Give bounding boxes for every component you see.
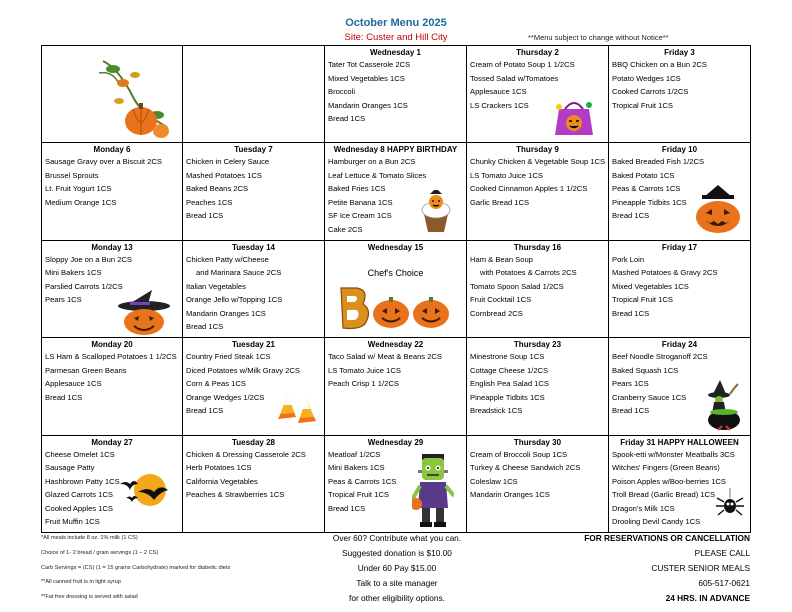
menu-item: Mandarin Oranges 1CS xyxy=(328,100,408,110)
menu-item: Mashed Potatoes 1CS xyxy=(186,170,262,180)
bats-moon-icon xyxy=(118,470,174,508)
day-header: Friday 10 xyxy=(661,145,698,154)
menu-item: Orange Jello w/Topping 1CS xyxy=(186,295,283,305)
menu-item: Chunky Chicken & Vegetable Soup 1CS xyxy=(470,157,606,166)
menu-item: Mandarin Oranges 1CS xyxy=(470,490,550,500)
menu-item: Meatloaf 1/2CS xyxy=(328,449,381,459)
menu-item: Tomato Spoon Salad 1/2CS xyxy=(470,281,564,291)
menu-item: SF Ice Cream 1CS xyxy=(328,211,392,221)
menu-item: Bread 1CS xyxy=(612,308,650,318)
menu-item: Broccoli xyxy=(328,87,356,97)
menu-item: Baked Fries 1CS xyxy=(328,184,386,194)
day-cell xyxy=(467,240,609,338)
menu-item: Mandarin Oranges 1CS xyxy=(186,308,266,318)
day-cell xyxy=(42,143,183,241)
menu-item: Bread 1CS xyxy=(45,392,83,402)
menu-item: Peach Crisp 1 1/2CS xyxy=(328,379,399,389)
menu-item: Taco Salad w/ Meat & Beans 2CS xyxy=(328,352,442,361)
menu-item: Peas & Carrots 1CS xyxy=(612,184,681,194)
day-header: Wednesday 29 xyxy=(367,437,424,447)
menu-item: BBQ Chicken on a Bun 2CS xyxy=(612,60,707,69)
menu-item: Turkey & Cheese Sandwich 2CS xyxy=(470,463,581,473)
menu-notice: **Menu subject to change without Notice** xyxy=(528,33,669,42)
menu-item: Corn & Peas 1CS xyxy=(186,379,246,389)
menu-item: Baked Beans 2CS xyxy=(186,184,249,194)
menu-item: LS Crackers 1CS xyxy=(470,100,529,110)
witch-cauldron-icon xyxy=(700,380,744,432)
boo-pumpkins-icon xyxy=(335,284,453,330)
menu-item: Pineapple Tidbits 1CS xyxy=(612,197,687,207)
menu-item: Bread 1CS xyxy=(186,211,224,221)
menu-item: Pears 1CS xyxy=(612,379,649,389)
contribution-line: Under 60 Pay $15.00 xyxy=(357,563,437,573)
menu-item: Ham & Bean Soup xyxy=(470,254,533,264)
day-header: Monday 20 xyxy=(91,340,133,349)
menu-item: Drooling Devil Candy 1CS xyxy=(612,517,701,527)
menu-item: Bread 1CS xyxy=(612,406,650,416)
menu-item: Tater Tot Casserole 2CS xyxy=(328,60,411,69)
menu-item: English Pea Salad 1CS xyxy=(470,379,549,389)
menu-item: Chicken & Dressing Casserole 2CS xyxy=(186,449,306,459)
menu-item: Orange Wedges 1/2CS xyxy=(186,392,265,402)
menu-item: Mini Bakers 1CS xyxy=(328,463,385,473)
menu-item: Poison Apples w/Boo-berries 1CS xyxy=(612,476,726,486)
menu-item: Peas & Carrots 1CS xyxy=(328,476,397,486)
menu-item: Hamburger on a Bun 2CS xyxy=(328,157,416,166)
menu-item: Cream of Broccoli Soup 1CS xyxy=(470,449,568,459)
week-row xyxy=(42,143,751,241)
notes-line: **All canned fruit is in light syrup xyxy=(41,579,121,585)
menu-item: Cake 2CS xyxy=(328,224,363,234)
menu-item: Italian Vegetables xyxy=(186,281,246,291)
menu-item: Chicken Patty w/Cheese xyxy=(186,254,269,264)
day-cell xyxy=(609,46,751,143)
menu-item: Lt. Fruit Yogurt 1CS xyxy=(45,184,112,194)
day-header: Thursday 9 xyxy=(516,145,559,154)
candy-corn-icon xyxy=(274,393,320,425)
jack-o-lantern-icon xyxy=(692,185,744,235)
menu-item: Spook-etti w/Monster Meatballs 3CS xyxy=(612,449,735,459)
menu-item: Fruit Cocktail 1CS xyxy=(470,295,532,305)
day-header: Monday 6 xyxy=(93,145,131,154)
menu-item: Bread 1CS xyxy=(186,406,224,416)
contact-line: 24 HRS. IN ADVANCE xyxy=(665,593,750,603)
menu-item: Leaf Lettuce & Tomato Slices xyxy=(328,170,427,180)
menu-item: with Potatoes & Carrots 2CS xyxy=(480,268,577,278)
menu-item: Bread 1CS xyxy=(328,503,366,513)
menu-item: Peaches & Strawberries 1CS xyxy=(186,490,285,500)
menu-item: Troll Bread (Garlic Bread) 1CS xyxy=(612,490,716,500)
menu-item: Cooked Cinnamon Apples 1 1/2CS xyxy=(470,184,588,194)
menu-item: Mixed Vegetables 1CS xyxy=(328,73,405,83)
menu-item: Sausage Gravy over a Biscuit 2CS xyxy=(45,157,162,166)
day-header: Monday 27 xyxy=(91,437,133,447)
witch-hat-pumpkin-icon xyxy=(116,290,172,336)
menu-item: California Vegetables xyxy=(186,476,258,486)
menu-item: Cooked Carrots 1/2CS xyxy=(612,87,689,97)
menu-item: Diced Potatoes w/Milk Gravy 2CS xyxy=(186,365,300,375)
day-cell xyxy=(42,338,183,436)
day-cell xyxy=(467,338,609,436)
contribution-line: Over 60? Contribute what you can. xyxy=(332,533,462,543)
menu-item: Mini Bakers 1CS xyxy=(45,268,102,278)
day-header: Tuesday 14 xyxy=(232,242,275,252)
cupcake-icon xyxy=(418,190,454,234)
contact-line: 605-517-0621 xyxy=(698,578,750,588)
frankenstein-icon xyxy=(412,452,454,530)
menu-item: Cornbread 2CS xyxy=(470,308,523,318)
day-cell xyxy=(467,143,609,241)
menu-item: Applesauce 1CS xyxy=(470,87,527,97)
candy-bag-icon xyxy=(549,99,599,137)
day-header: Friday 17 xyxy=(661,242,698,252)
menu-item: Bread 1CS xyxy=(186,322,224,332)
menu-item: Country Fried Steak 1CS xyxy=(186,352,271,361)
notes-line: Choice of 1- 2 bread / grain servings (1 – 2 CS) xyxy=(41,550,159,556)
contact-line: CUSTER SENIOR MEALS xyxy=(651,563,750,573)
menu-item: Peaches 1CS xyxy=(186,197,233,207)
contribution-line: Talk to a site manager xyxy=(356,578,438,588)
day-header: Wednesday 8 HAPPY BIRTHDAY xyxy=(333,145,458,154)
menu-item: Chicken in Celery Sauce xyxy=(186,157,270,166)
menu-item: Tropical Fruit 1CS xyxy=(328,490,389,500)
menu-item: Applesauce 1CS xyxy=(45,379,102,389)
menu-item: Glazed Carrots 1CS xyxy=(45,490,113,500)
menu-item: Beef Noodle Stroganoff 2CS xyxy=(612,352,708,361)
pumpkin-vine-icon xyxy=(95,57,177,141)
menu-item: Petite Banana 1CS xyxy=(328,197,393,207)
menu-item: Cranberry Sauce 1CS xyxy=(612,392,687,402)
notes-line: Carb Servings = (CS) (1 = 15 grams Carbohydrate) marked for diabetic diets xyxy=(41,565,231,571)
menu-item: Baked Squash 1CS xyxy=(612,365,679,375)
contribution-line: for other eligibility options. xyxy=(349,593,445,603)
menu-item: Cottage Cheese 1/2CS xyxy=(470,365,549,375)
menu-item: Cheese Omelet 1CS xyxy=(45,449,115,459)
day-cell xyxy=(325,338,467,436)
day-header: Thursday 23 xyxy=(513,340,562,349)
menu-item: Potato Wedges 1CS xyxy=(612,73,681,83)
chefs-choice-label: Chef's Choice xyxy=(367,267,424,278)
menu-item: Minestrone Soup 1CS xyxy=(470,352,545,361)
menu-item: LS Ham & Scalloped Potatoes 1 1/2CS xyxy=(45,352,177,361)
day-header: Monday 13 xyxy=(91,242,133,252)
day-header: Wednesday 22 xyxy=(367,340,424,349)
day-header: Wednesday 15 xyxy=(367,242,424,252)
contact-line: PLEASE CALL xyxy=(694,548,750,558)
menu-item: Tropical Fruit 1CS xyxy=(612,295,673,305)
menu-item: Parslied Carrots 1/2CS xyxy=(45,281,123,291)
day-header: Tuesday 28 xyxy=(232,437,275,447)
menu-item: Garlic Bread 1CS xyxy=(470,197,530,207)
menu-item: Tropical Fruit 1CS xyxy=(612,100,673,110)
day-header: Friday 3 xyxy=(664,48,695,57)
menu-item: Medium Orange 1CS xyxy=(45,197,117,207)
day-header: Wednesday 1 xyxy=(370,48,421,57)
day-cell xyxy=(325,46,467,143)
menu-item: Brussel Sprouts xyxy=(45,170,99,180)
menu-item: Mixed Vegetables 1CS xyxy=(612,281,689,291)
day-header: Friday 31 HAPPY HALLOWEEN xyxy=(620,437,739,447)
menu-item: Herb Potatoes 1CS xyxy=(186,463,252,473)
menu-item: Fruit Muffin 1CS xyxy=(45,517,100,527)
contribution-line: Suggested donation is $10.00 xyxy=(342,548,452,558)
menu-item: Witches' Fingers (Green Beans) xyxy=(612,463,720,473)
day-header: Friday 24 xyxy=(661,340,698,349)
day-header: Thursday 2 xyxy=(516,48,559,57)
day-header: Tuesday 7 xyxy=(234,145,273,154)
menu-item: Cream of Potato Soup 1 1/2CS xyxy=(470,60,575,69)
menu-item: Sloppy Joe on a Bun 2CS xyxy=(45,254,132,264)
day-cell xyxy=(183,240,325,338)
menu-item: Baked Potato 1CS xyxy=(612,170,675,180)
day-cell xyxy=(183,46,325,143)
menu-item: Parmesan Green Beans xyxy=(45,365,127,375)
week-row xyxy=(42,338,751,436)
menu-item: Pork Loin xyxy=(612,254,645,264)
spider-icon xyxy=(715,488,745,518)
day-cell xyxy=(467,435,609,533)
menu-item: Mashed Potatoes & Gravy 2CS xyxy=(612,268,718,278)
menu-item: Breadstick 1CS xyxy=(470,406,523,416)
day-header: Tuesday 21 xyxy=(232,340,275,349)
notes-line: **Fat free dressing is served with salad xyxy=(41,594,138,600)
menu-item: and Marinara Sauce 2CS xyxy=(196,268,282,278)
menu-item: Dragon's Milk 1CS xyxy=(612,503,675,513)
menu-item: LS Tomato Juice 1CS xyxy=(328,365,401,375)
menu-item: Bread 1CS xyxy=(612,211,650,221)
day-cell xyxy=(183,143,325,241)
menu-item: Pears 1CS xyxy=(45,295,82,305)
day-header: Thursday 30 xyxy=(513,437,562,447)
contact-line: FOR RESERVATIONS OR CANCELLATION xyxy=(584,533,750,543)
menu-item: Pineapple Tidbits 1CS xyxy=(470,392,545,402)
menu-item: Cooked Apples 1CS xyxy=(45,503,113,513)
menu-item: Bread 1CS xyxy=(328,114,366,124)
menu-item: Hashbrown Patty 1CS xyxy=(45,476,120,486)
menu-item: LS Tomato Juice 1CS xyxy=(470,170,543,180)
day-cell xyxy=(183,435,325,533)
menu-item: Sausage Patty xyxy=(45,463,95,473)
menu-item: Baked Breaded Fish 1/2CS xyxy=(612,157,705,166)
day-cell xyxy=(609,240,751,338)
notes-line: *All meals include 8 oz. 1% milk (1 CS) xyxy=(41,535,138,541)
site-name: Site: Custer and Hill City xyxy=(344,32,448,43)
menu-item: Coleslaw 1CS xyxy=(470,476,518,486)
menu-title: October Menu 2025 xyxy=(345,17,447,29)
menu-item: Tossed Salad w/Tomatoes xyxy=(470,73,559,83)
day-header: Thursday 16 xyxy=(513,242,562,252)
